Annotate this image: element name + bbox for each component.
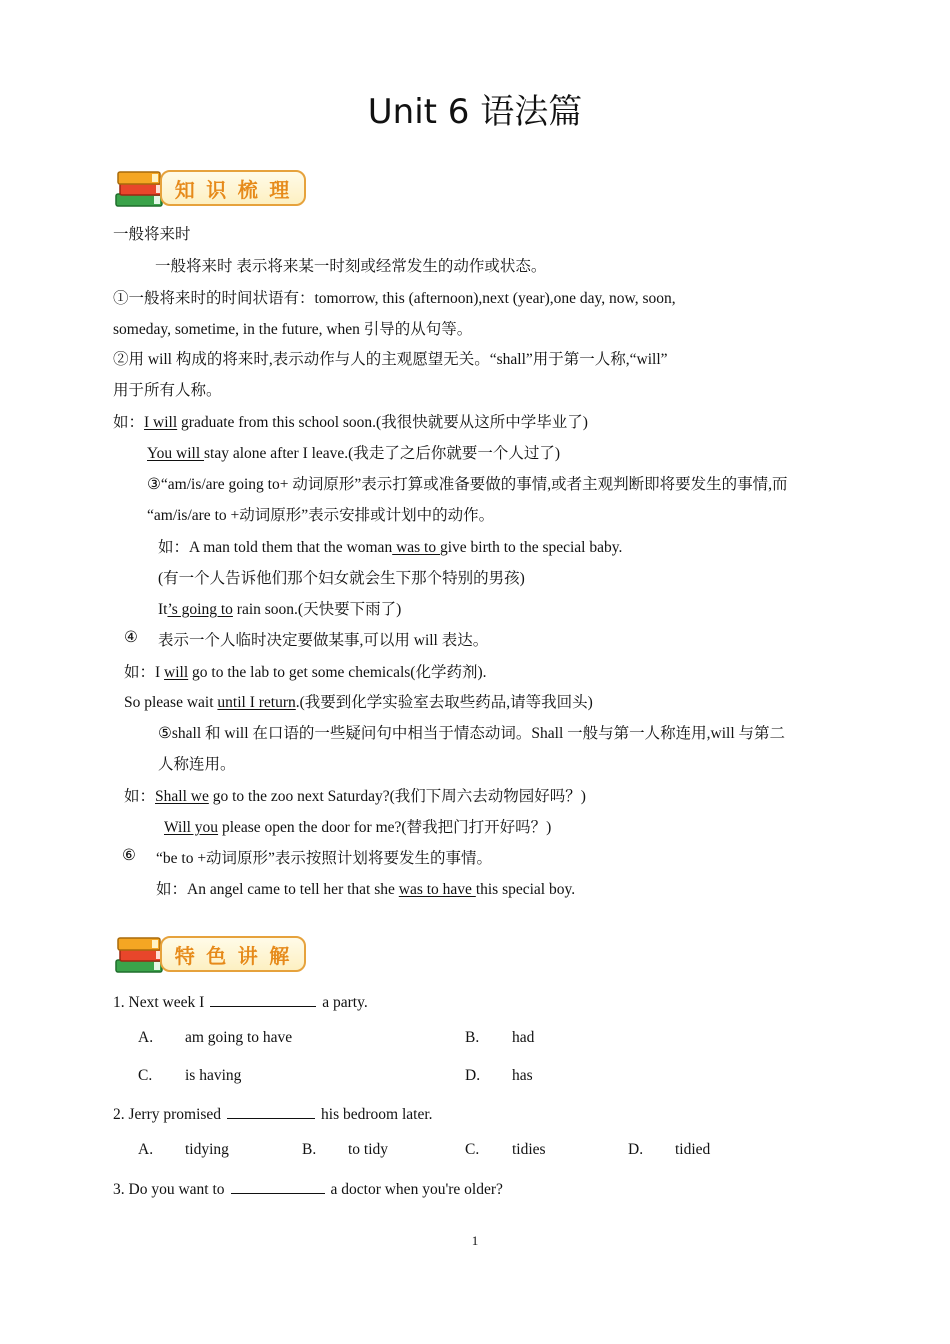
section-banner-feature [112, 930, 310, 980]
example-6 [124, 690, 593, 712]
q1-option-b-letter: B. [465, 1029, 480, 1046]
q1-option-d-letter: D. [465, 1067, 481, 1084]
example-text: this special boy. [475, 881, 576, 898]
example-prefix: 如：A man told them that the woman [158, 539, 393, 556]
example-prefix: 如：An angel came to tell her that she [156, 881, 399, 898]
example-7 [124, 784, 586, 806]
banner-char: 识 [206, 177, 229, 202]
banner-label-box [160, 170, 306, 206]
point-2-line-1: ②用 will 构成的将来时,表示动作与人的主观愿望无关。“shall”用于第一人称,“will” [113, 351, 668, 368]
example-prefix: 如：I [124, 664, 165, 681]
example-prefix: 如： [124, 788, 156, 805]
grammar-heading: 一般将来时 [113, 226, 191, 243]
banner-char: 知 [174, 177, 197, 202]
underlined-phrase: I will [144, 414, 178, 431]
point-4-text: 表示一个人临时决定要做某事,可以用 will 表达。 [158, 632, 489, 649]
page-number: 1 [471, 1233, 479, 1248]
example-text: graduate from this school soon.(我很快就要从这所中学毕业了) [177, 414, 588, 431]
point-3-line-2: “am/is/are to +动词原形”表示安排或计划中的动作。 [147, 507, 495, 524]
underlined-phrase: was to have [398, 881, 476, 898]
example-prefix: 如： [113, 414, 145, 431]
q2-option-b-letter: B. [302, 1141, 317, 1158]
example-text: .(我要到化学实验室去取些药品,请等我回头) [295, 694, 593, 711]
q1-option-a-text: am going to have [185, 1029, 293, 1046]
underlined-phrase: was to [392, 539, 440, 556]
stem-text: 2. Jerry promised [113, 1106, 222, 1123]
point-1-line-1: ①一般将来时的时间状语有：tomorrow, this (afternoon),next (year),one day, now, soon, [113, 290, 676, 307]
underlined-phrase: will [164, 664, 189, 681]
example-text: rain soon.(天快要下雨了) [232, 601, 402, 618]
stem-text: 1. Next week I [113, 994, 205, 1011]
banner-char: 理 [269, 177, 292, 202]
example-text: please open the door for me?(替我把门打开好吗？) [218, 819, 552, 836]
underlined-phrase: Shall we [155, 788, 209, 805]
example-text: stay alone after I leave.(我走了之后你就要一个人过了) [204, 445, 560, 462]
answer-blank[interactable] [210, 992, 316, 1007]
example-1 [113, 410, 588, 432]
q1-option-b-text: had [512, 1029, 535, 1046]
q1-option-a-letter: A. [138, 1029, 154, 1046]
banner-char: 色 [206, 943, 229, 968]
example-text: go to the lab to get some chemicals(化学药剂). [188, 664, 487, 681]
answer-blank[interactable] [231, 1179, 325, 1194]
banner-label-box [160, 936, 306, 972]
page-title: Unit 6 语法篇 [367, 92, 583, 132]
point-6-number: ⑥ [122, 847, 136, 864]
point-3-line-1: ③“am/is/are going to+ 动词原形”表示打算或准备要做的事情,或者主观判断即将要发生的事情,而 [147, 476, 788, 493]
q2-option-c-text: tidies [512, 1141, 546, 1158]
underlined-phrase: Will you [164, 819, 219, 836]
stem-text: a doctor when you're older? [330, 1181, 503, 1198]
example-text: go to the zoo next Saturday?(我们下周六去动物园好吗？) [208, 788, 586, 805]
example-4 [158, 597, 401, 619]
point-5-line-1: ⑤shall 和 will 在口语的一些疑问句中相当于情态动词。Shall 一般与第一人称连用,will 与第二 [158, 725, 786, 742]
underlined-phrase: ’s going to [167, 601, 233, 618]
banner-char: 特 [174, 943, 197, 968]
q2-option-a-text: tidying [185, 1141, 229, 1158]
example-9 [156, 877, 575, 899]
example-text: give birth to the special baby. [440, 539, 623, 556]
question-2-stem [113, 1104, 433, 1124]
point-5-line-2: 人称连用。 [158, 756, 236, 773]
banner-char: 讲 [237, 943, 260, 968]
point-6-text: “be to +动词原形”表示按照计划将要发生的事情。 [156, 850, 492, 867]
example-2 [147, 441, 560, 463]
stem-text: his bedroom later. [321, 1106, 433, 1123]
q2-option-b-text: to tidy [348, 1141, 389, 1158]
section-banner-knowledge [112, 164, 310, 214]
q2-option-c-letter: C. [465, 1141, 480, 1158]
example-prefix: It [158, 601, 168, 618]
question-3-stem [113, 1179, 503, 1199]
point-4-number: ④ [124, 629, 138, 646]
q2-option-a-letter: A. [138, 1141, 154, 1158]
stem-text: 3. Do you want to [113, 1181, 225, 1198]
q1-option-d-text: has [512, 1067, 533, 1084]
example-3-translation: (有一个人告诉他们那个妇女就会生下那个特别的男孩) [158, 570, 525, 587]
question-1-stem [113, 992, 368, 1012]
point-1-line-2: someday, sometime, in the future, when 引导的从句等。 [113, 321, 473, 338]
q1-option-c-letter: C. [138, 1067, 153, 1084]
example-prefix: So please wait [124, 694, 218, 711]
point-2-line-2: 用于所有人称。 [113, 382, 222, 399]
underlined-phrase: until I return [217, 694, 296, 711]
grammar-definition: 一般将来时 表示将来某一时刻或经常发生的动作或状态。 [155, 258, 547, 275]
stem-text: a party. [322, 994, 368, 1011]
banner-char: 梳 [237, 177, 260, 202]
answer-blank[interactable] [227, 1104, 315, 1119]
example-3 [158, 535, 622, 557]
q2-option-d-letter: D. [628, 1141, 644, 1158]
underlined-phrase: You will [147, 445, 205, 462]
example-5 [124, 660, 486, 682]
q2-option-d-text: tidied [675, 1141, 711, 1158]
banner-char: 解 [269, 943, 292, 968]
example-8 [164, 815, 551, 837]
q1-option-c-text: is having [185, 1067, 242, 1084]
